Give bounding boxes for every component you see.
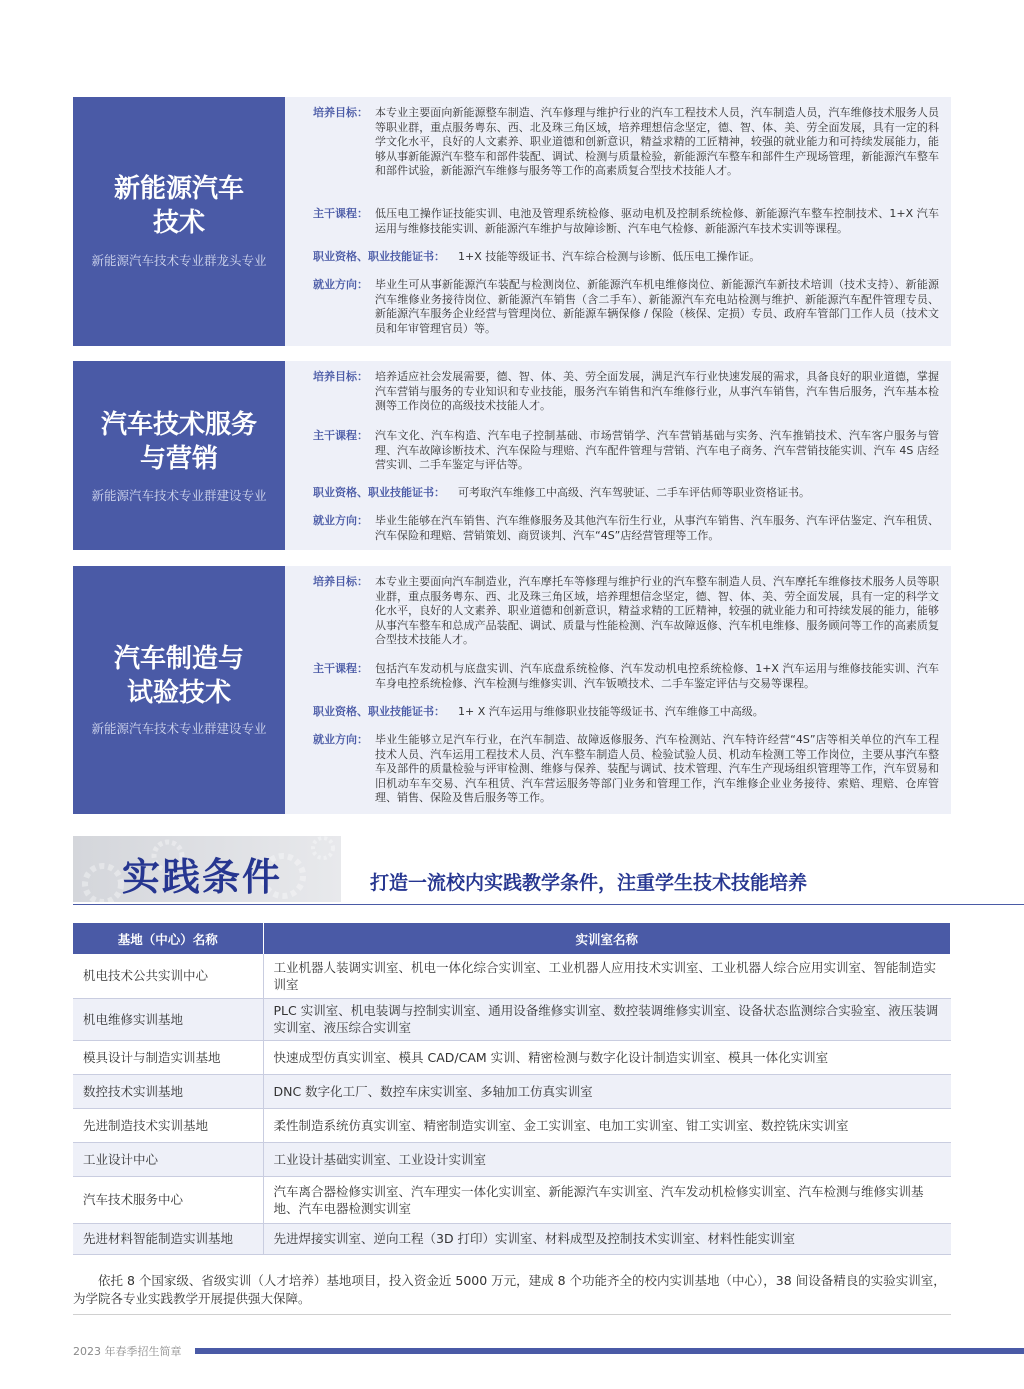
major-details — [285, 361, 951, 550]
major-card-auto-manufacturing — [73, 566, 951, 814]
training-goal: 培养目标： 本专业主要面向新能源整车制造、汽车修理与维护行业的汽车工程技术人员，汽车制造人员，汽车维修技术服务人员等职业群，重点服务粤东、西、北及珠三角区域，培养理想信念坚定，德、智、体、美、劳全面发展，具有一定的科学文化水平，良好的人文素养、职业道德和创新意识，精益求精的工匠精神，较强的就业能力和可持续发展能力，能够从事新能源汽车整车和部件装配、调试、检测与质量检验，新能源汽车整车和部件生产现场管理，新能源汽车整车和部件试验，新能源汽车维修与服务等工作的高素质复合型技术技能人才。 — [313, 106, 939, 178]
major-title: 新能源汽车 技术 — [113, 174, 244, 238]
major-title: 汽车技术服务 与营销 — [100, 410, 257, 474]
training-bases-table — [73, 923, 951, 1255]
major-card-nev — [73, 97, 951, 346]
table-row — [73, 998, 951, 1040]
table-row — [73, 1223, 951, 1254]
main-courses: 主干课程： 汽车文化、汽车构造、汽车电子控制基础、市场营销学、汽车营销基础与实务、汽车推销技术、汽车客户服务与管理、汽车故障诊断技术、汽车保险与理赔、汽车配件管理与营销、汽车电子商务、汽车营销技能实训、汽车 4S 店经营实训、二手车鉴定与评估等。 — [313, 429, 939, 472]
certificates: 职业资格、职业技能证书： 1+X 技能等级证书、汽车综合检测与诊断、低压电工操作证。 — [313, 250, 761, 263]
lab-names-cell: 汽车离合器检修实训室、汽车理实一体化实训室、新能源汽车实训室、汽车发动机检修实训室、汽车检测与维修实训基地、汽车电器检测实训室 — [263, 1176, 951, 1223]
base-name-cell: 模具设计与制造实训基地 — [73, 1040, 263, 1074]
table-row — [73, 1176, 951, 1223]
section-subtitle: 打造一流校内实践教学条件，注重学生技术技能培养 — [370, 872, 808, 894]
major-name-panel — [73, 361, 285, 550]
lab-names-cell: 快速成型仿真实训室、模具 CAD/CAM 实训、精密检测与数字化设计制造实训室、模具一体化实训室 — [263, 1040, 951, 1074]
base-name-cell: 先进制造技术实训基地 — [73, 1108, 263, 1142]
lab-names-cell: 工业设计基础实训室、工业设计实训室 — [263, 1142, 951, 1176]
table-row — [73, 954, 951, 998]
table-row — [73, 1040, 951, 1074]
lab-names-cell: DNC 数字化工厂、数控车床实训室、多轴加工仿真实训室 — [263, 1074, 951, 1108]
section-title: 实践条件 — [122, 855, 283, 899]
lab-names-cell: 柔性制造系统仿真实训室、精密制造实训室、金工实训室、电加工实训室、钳工实训室、数控铣床实训室 — [263, 1108, 951, 1142]
major-card-auto-service — [73, 361, 951, 550]
base-name-cell: 数控技术实训基地 — [73, 1074, 263, 1108]
major-title: 汽车制造与 试验技术 — [113, 644, 244, 708]
lab-names-cell: 先进焊接实训室、逆向工程（3D 打印）实训室、材料成型及控制技术实训室、材料性能实训室 — [263, 1223, 951, 1254]
major-subtitle: 新能源汽车技术专业群建设专业 — [91, 488, 267, 503]
certificates: 职业资格、职业技能证书： 1+ X 汽车运用与维修职业技能等级证书、汽车维修工中高级。 — [313, 705, 764, 718]
employment: 就业方向： 毕业生能够立足汽车行业，在汽车制造、故障返修服务、汽车检测站、汽车特许经营“4S”店等相关单位的汽车工程技术人员、汽车运用工程技术人员、汽车整车制造人员、检验试验人员、机动车检测工等工作岗位，主要从事汽车整车及部件的质量检验与评审检测、维修与保养、装配与调试、技术管理、汽车生产现场组织管理等工作，汽车贸易和旧机动车车交易、汽车租赁、汽车营运服务等部门业务和管理工作，汽车维修企业业务接待、索赔、理赔、仓库管理、销售、保险及售后服务等工作。 — [313, 733, 939, 805]
certificates: 职业资格、职业技能证书： 可考取汽车维修工中高级、汽车驾驶证、二手车评估师等职业资格证书。 — [313, 486, 810, 499]
header-base-name: 基地（中心）名称 — [73, 923, 263, 954]
table-row — [73, 1074, 951, 1108]
header-lab-name: 实训室名称 — [263, 923, 951, 954]
major-details — [285, 566, 951, 814]
base-name-cell: 机电维修实训基地 — [73, 998, 263, 1040]
lab-names-cell: 工业机器人装调实训室、机电一体化综合实训室、工业机器人应用技术实训室、工业机器人综合应用实训室、智能制造实训室 — [263, 954, 951, 998]
footer-bar — [195, 1348, 1024, 1354]
employment: 就业方向： 毕业生可从事新能源汽车装配与检测岗位、新能源汽车机电维修岗位、新能源汽车新技术培训（技术支持）、新能源汽车维修业务接待岗位、新能源汽车销售（含二手车）、新能源汽车充电站检测与维护、新能源汽车配件管理专员、新能源汽车服务企业经营与管理岗位、新能源车辆保修 / 保险（核保、定损）专员、政府车管部门工作人员（技术文员和年审管理官员）等。 — [313, 278, 939, 335]
training-goal: 培养目标： 本专业主要面向汽车制造业，汽车摩托车等修理与维护行业的汽车整车制造人员、汽车摩托车维修技术服务人员等职业群，重点服务粤东、西、北及珠三角区域，培养理想信念坚定，德、智、体、美、劳全面发展，具有一定的科学文化水平，良好的人文素养、职业道德和创新意识，精益求精的工匠精神，较强的就业能力和可持续发展的能力，能够从事汽车整车和总成产品装配、调试、质量与性能检测、汽车故障返修、汽车机电维修、服务顾问等工作的高素质复合型技术技能人才。 — [313, 575, 939, 647]
main-courses: 主干课程： 低压电工操作证技能实训、电池及管理系统检修、驱动电机及控制系统检修、新能源汽车整车控制技术、1+X 汽车运用与维修技能实训、新能源汽车维护与故障诊断、汽车电气检修、新能源汽车技术实训等课程。 — [313, 207, 939, 235]
major-details — [285, 97, 951, 346]
base-name-cell: 先进材料智能制造实训基地 — [73, 1223, 263, 1254]
major-name-panel — [73, 566, 285, 814]
employment: 就业方向： 毕业生能够在汽车销售、汽车维修服务及其他汽车衍生行业，从事汽车销售、汽车服务、汽车评估鉴定、汽车租赁、汽车保险和理赔、营销策划、商贸谈判、汽车“4S”店经营管理等工作。 — [313, 514, 939, 542]
footer-title: 2023 年春季招生简章 — [73, 1345, 182, 1358]
section-divider — [73, 904, 1024, 905]
note-divider — [73, 1314, 951, 1315]
table-row — [73, 1108, 951, 1142]
summary-note: 依托 8 个国家级、省级实训（人才培养）基地项目，投入资金近 5000 万元，建成 8 个功能齐全的校内实训基地（中心），38 间设备精良的实验实训室，为学院各专业实践教学开展提供强大保障。 — [73, 1273, 946, 1306]
base-name-cell: 汽车技术服务中心 — [73, 1176, 263, 1223]
major-subtitle: 新能源汽车技术专业群龙头专业 — [91, 253, 267, 268]
table-row — [73, 1142, 951, 1176]
major-subtitle: 新能源汽车技术专业群建设专业 — [91, 721, 267, 736]
table-header-row — [73, 923, 951, 954]
lab-names-cell: PLC 实训室、机电装调与控制实训室、通用设备维修实训室、数控装调维修实训室、设备状态监测综合实验室、液压装调实训室、液压综合实训室 — [263, 998, 951, 1040]
major-name-panel — [73, 97, 285, 346]
training-goal: 培养目标： 培养适应社会发展需要，德、智、体、美、劳全面发展，满足汽车行业快速发展的需求，具备良好的职业道德，掌握汽车营销与服务的专业知识和专业技能，服务汽车销售和汽车维修行业，从事汽车销售，汽车售后服务，汽车基本检测等工作岗位的高级技术技能人才。 — [313, 370, 939, 413]
base-name-cell: 工业设计中心 — [73, 1142, 263, 1176]
main-courses: 主干课程： 包括汽车发动机与底盘实训、汽车底盘系统检修、汽车发动机电控系统检修、1+X 汽车运用与维修技能实训、汽车车身电控系统检修、汽车检测与维修实训、汽车钣喷技术、二手车鉴定评估与交易等课程。 — [313, 662, 939, 690]
base-name-cell: 机电技术公共实训中心 — [73, 954, 263, 998]
